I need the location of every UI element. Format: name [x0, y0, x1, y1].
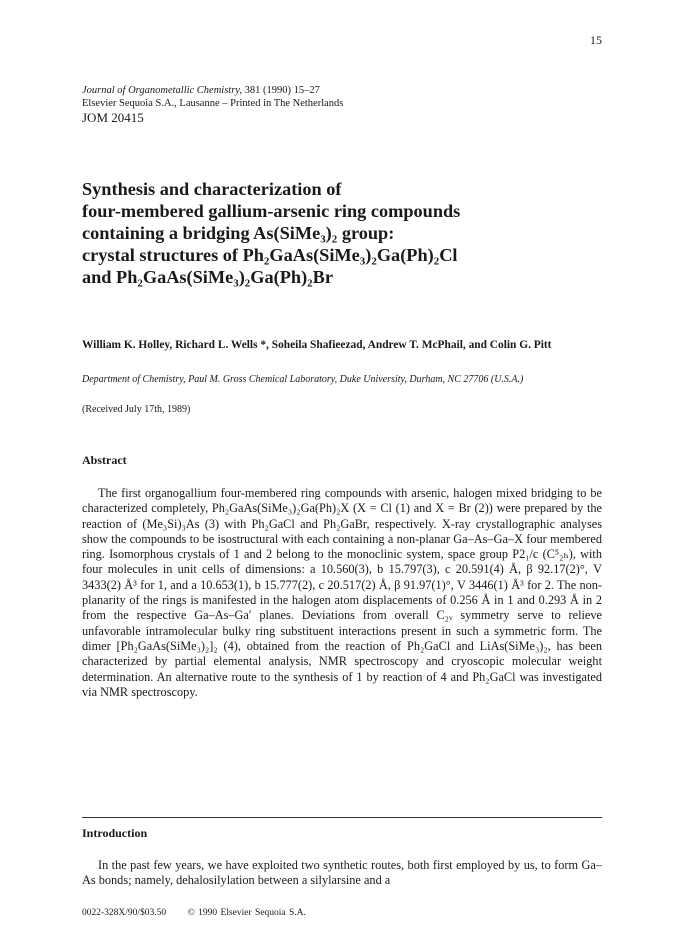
title-line: four-membered gallium-arsenic ring compounds — [82, 201, 461, 221]
journal-header — [82, 84, 343, 124]
article-title — [82, 178, 602, 288]
journal-volume-pages: 381 (1990) 15–27 — [242, 85, 320, 96]
abstract-heading: Abstract — [82, 453, 127, 467]
title-line: Synthesis and characterization of — [82, 179, 342, 199]
title-line: containing a bridging As(SiMe₃)₂ group: — [82, 223, 395, 243]
copyright-notice: © 1990 Elsevier Sequoia S.A. — [187, 908, 306, 918]
page-number: 15 — [590, 33, 602, 47]
author-list: William K. Holley, Richard L. Wells *, Soheila Shafieezad, Andrew T. McPhail, and Colin G. Pitt — [82, 339, 552, 351]
introduction-text: In the past few years, we have exploited two synthetic routes, both first employed by us, to form Ga–As bonds; namely, dehalosilylation between a silylarsine and a — [82, 858, 602, 888]
introduction-heading: Introduction — [82, 826, 148, 840]
footer — [82, 908, 306, 918]
abstract-text: The first organogallium four-membered ring compounds with arsenic, halogen mixed bridging to be characterized completely, Ph₂GaAs(SiMe₃)₂Ga(Ph)₂X (X = Cl (1) and X = Br (2)) were prepared by the reaction of (Me₃Si)₃As (3) with Ph₂GaCl and Ph₂GaBr, respectively. X-ray crystallographic analyses show the compounds to be isostructural with each containing a non-planar Ga–As–Ga–X four membered ring. Isomorphous crystals of 1 and 2 belong to the monoclinic system, space group P2₁/c (C⁵₂ₕ), with four molecules in unit cells of dimensions: a 10.560(3), b 15.797(3), c 20.591(4) Å, β 92.17(2)°, V 3433(2) Å³ for 1, and a 10.653(1), b 15.777(2), c 20.517(2) Å, β 91.97(1)°, V 3446(1) Å³ for 2. The non-planarity of the rings is manifested in the halogen atom displacements of 0.256 Å in 1 and 0.293 Å in 2 from the respective Ga–As–Ga′ planes. Deviations from overall C₂ᵥ symmetry serve to relieve unfavorable intramolecular bulky ring substituent interactions present in such a symmetric form. The dimer [Ph₂GaAs(SiMe₃)₂]₂ (4), obtained from the reaction of Ph₂GaCl and LiAs(SiMe₃)₂, has been characterized by partial elemental analysis, NMR spectroscopy and cryoscopic molecular weight determination. An alternative route to the synthesis of 1 by reaction of 4 and Ph₂GaCl was investigated via NMR spectroscopy. — [82, 486, 602, 699]
jom-id: JOM 20415 — [82, 110, 144, 125]
journal-citation — [82, 84, 343, 97]
publisher-line: Elsevier Sequoia S.A., Lausanne – Printed in The Netherlands — [82, 98, 344, 109]
title-line: crystal structures of Ph₂GaAs(SiMe₃)₂Ga(Ph)₂Cl — [82, 245, 458, 265]
affiliation: Department of Chemistry, Paul M. Gross Chemical Laboratory, Duke University, Durham, NC 27706 (U.S.A.) — [82, 374, 524, 385]
issn-code: 0022-328X/90/$03.50 — [82, 908, 167, 918]
section-divider — [82, 817, 602, 818]
received-date: (Received July 17th, 1989) — [82, 404, 191, 415]
journal-name: Journal of Organometallic Chemistry, — [82, 85, 243, 96]
title-line: and Ph₂GaAs(SiMe₃)₂Ga(Ph)₂Br — [82, 267, 333, 287]
